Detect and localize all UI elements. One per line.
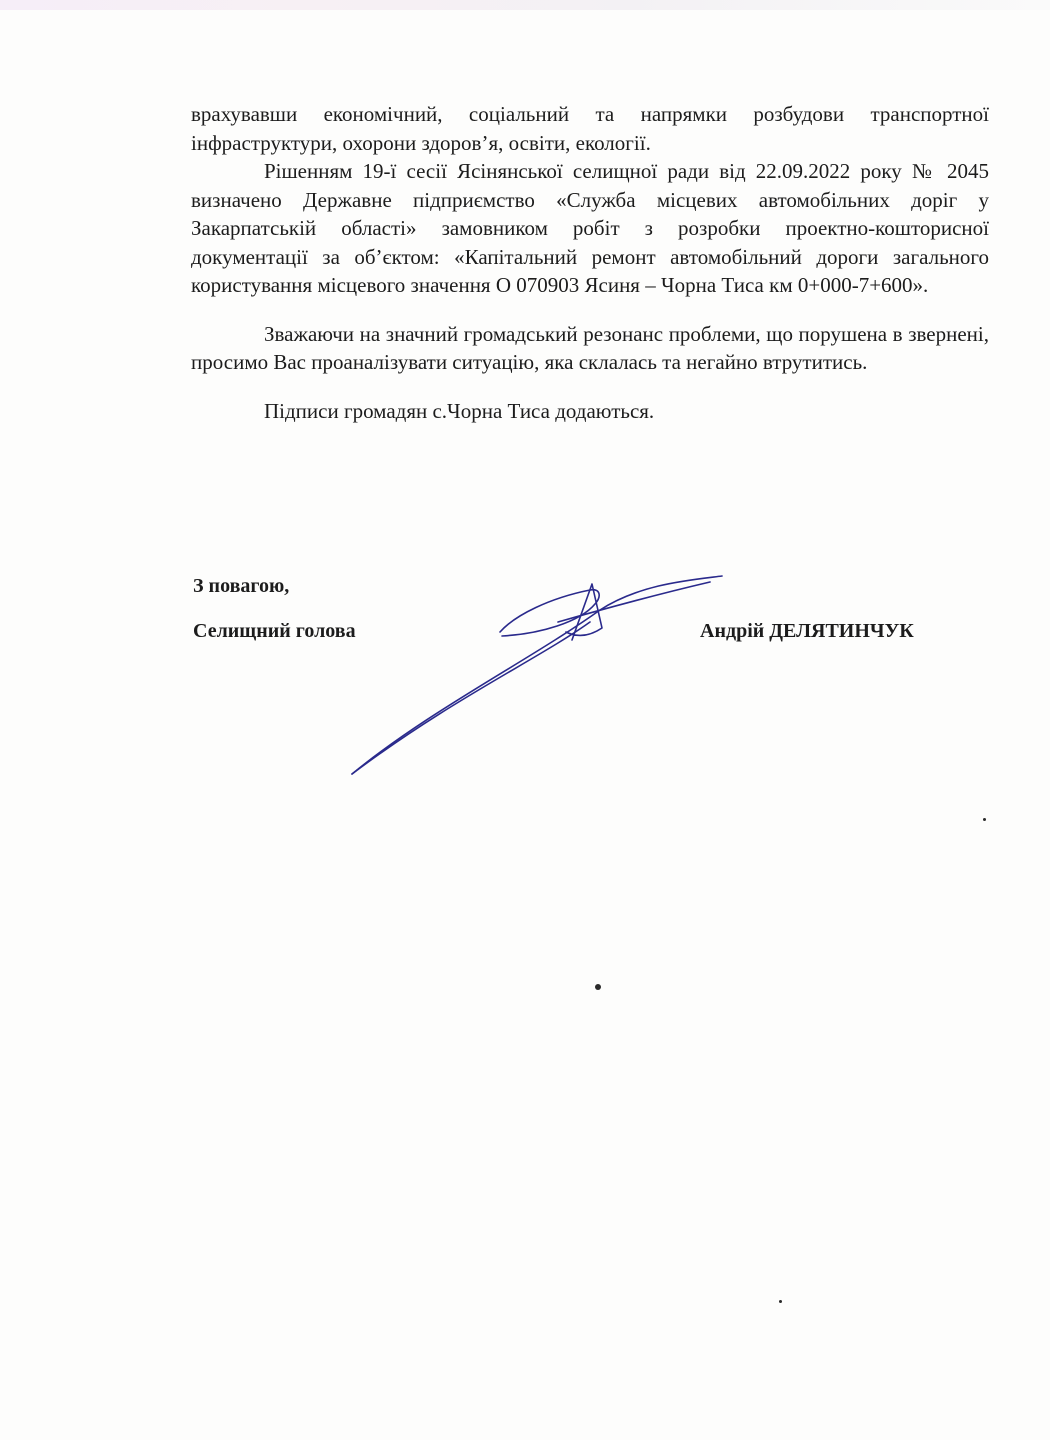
closing-regards: З повагою, — [193, 575, 290, 597]
handwritten-signature — [340, 570, 740, 780]
scan-speck — [983, 818, 986, 821]
scan-speck — [779, 1300, 782, 1303]
signatory-position: Селищний голова — [193, 620, 356, 642]
scan-speck — [595, 984, 601, 990]
letter-body — [191, 100, 989, 425]
paragraph-request: Зважаючи на значний громадський резонанс проблеми, що порушена в звернені, просимо Вас проаналізувати ситуацію, яка склалась та негайно втрутитись. — [191, 321, 989, 374]
signature-loop — [500, 590, 599, 636]
paragraph-continuation: врахувавши економічний, соціальний та напрямки розбудови транспортної інфраструктури, охорони здоров’я, освіти, екології. — [191, 102, 989, 155]
signature-crossbar — [558, 582, 710, 622]
scan-edge-tint — [0, 0, 1050, 10]
signature-long-stroke-return — [352, 622, 590, 774]
signatory-name: Андрій ДЕЛЯТИНЧУК — [700, 620, 914, 642]
paragraph-decision: Рішенням 19-ї сесії Ясінянської селищної ради від 22.09.2022 року № 2045 визначено Державне підприємство «Служба місцевих автомобільних доріг у Закарпатській області» замовником робіт з розробки проектно-кошторисної документації за об’єктом: «Капітальний ремонт автомобільний дороги загального користування місцевого значення О 070903 Ясиня – Чорна Тиса км 0+000-7+600». — [191, 159, 989, 297]
signature-long-stroke — [352, 576, 722, 774]
paragraph-signatures-attached: Підписи громадян с.Чорна Тиса додаються. — [264, 398, 655, 423]
